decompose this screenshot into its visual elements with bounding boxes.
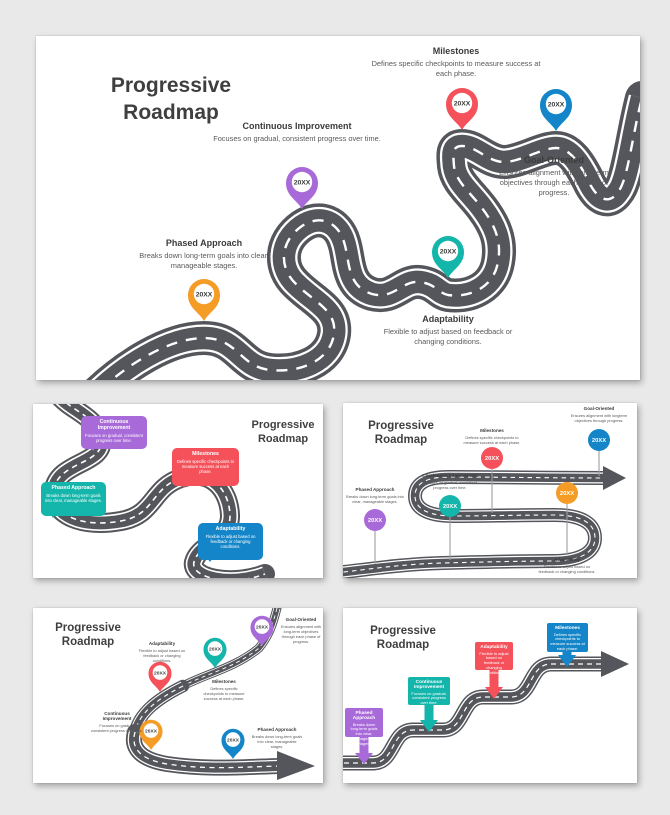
callout-heading: Adaptability — [215, 526, 246, 532]
marker-year-label: 20XX — [484, 456, 500, 462]
marker-stems — [375, 451, 599, 564]
continuous-improvement-heading: Continuous Improvement — [242, 121, 352, 131]
phased-approach-label — [119, 238, 289, 271]
callout-adaptability — [475, 642, 513, 675]
balloon-marker-milestones — [481, 447, 503, 469]
balloon-marker-adaptability — [556, 482, 578, 504]
slide-title — [353, 624, 453, 653]
slide-title — [38, 621, 138, 650]
road-arrowhead — [277, 751, 315, 780]
slide-title-line1: Progressive — [368, 420, 434, 432]
phased-approach-label: Phased Approach Breaks down long-term goals into clear, manageable stages. — [251, 727, 303, 749]
road-arrowhead — [603, 466, 626, 490]
slide-thumbnail-3[interactable] — [343, 403, 637, 578]
callout-desc: Focuses on gradual, consistent progress over time. — [411, 690, 447, 706]
pin-year-label: 20XX — [256, 625, 268, 631]
goal-oriented-label: Goal-Oriented Ensures alignment with longterm objectives through progress. — [570, 406, 628, 423]
slide-title-line1: Progressive — [55, 622, 121, 634]
goal-oriented-label — [488, 155, 620, 197]
milestones-desc: Defines specific checkpoints to measure success at each phase. — [371, 59, 541, 78]
location-pin-continuous — [286, 167, 318, 209]
phased-approach-heading: Phased Approach — [165, 238, 243, 248]
marker-year-label: 20XX — [591, 438, 607, 444]
slide-thumbnail-5[interactable] — [343, 608, 637, 783]
slide-title — [243, 419, 323, 447]
callout-heading: Phased Approach — [51, 485, 96, 491]
continuous-improvement-desc: Focuses on gradual, consistent progress over time. — [213, 134, 381, 143]
phased-approach-desc: Breaks down long-term goals into clear, manageable stages. — [139, 251, 269, 270]
marker-year-label: 20XX — [367, 518, 383, 524]
callout-adaptability — [198, 523, 263, 560]
road-arrowhead — [601, 651, 629, 677]
callout-heading: Continuous Improvement — [413, 680, 445, 690]
pin-year-label: 20XX — [195, 291, 213, 299]
location-pin-goal — [250, 616, 273, 646]
slide-title — [66, 72, 276, 127]
slide-title-line1: Progressive — [370, 625, 436, 637]
goal-oriented-desc: Ensures alignment with long-term objectives through each phase of progress. — [499, 168, 609, 197]
slide-title-line2: Roadmap — [61, 636, 115, 649]
callout-desc: Focuses on gradual, consistent progress over time. — [85, 432, 143, 443]
callout-phased-approach — [345, 708, 383, 746]
location-pin-milestones — [446, 88, 478, 130]
location-pin-milestones — [203, 638, 226, 668]
callout-desc: Defines specific checkpoints to measure success at each phase. — [176, 458, 235, 474]
callout-heading: Continuous Improvement — [97, 419, 131, 431]
callout-desc: Flexible to adjust based on feedback or changing conditions. — [205, 533, 256, 549]
goal-oriented-label: Goal-Oriented Ensures alignment with long-term objectives through each phase of progress. — [280, 617, 322, 644]
callout-desc: Breaks down long-term goals into clear, manageable stages. — [45, 492, 102, 503]
location-pin-phased — [188, 279, 220, 321]
callout-milestones — [172, 448, 239, 486]
slide-title-line2: Roadmap — [374, 434, 428, 447]
goal-oriented-heading: Goal-Oriented — [523, 155, 584, 165]
marker-year-label: 20XX — [442, 504, 458, 510]
callout-desc: Defines specific checkpoints to measure success at each phase. — [550, 631, 585, 652]
callout-phased-approach — [41, 482, 106, 516]
continuous-improvement-label — [212, 121, 382, 144]
phased-approach-label: Phased Approach Breaks down long-term goals into clear, manageable stages. — [346, 487, 404, 504]
slide-title — [351, 419, 451, 448]
balloon-marker-phased — [364, 509, 386, 531]
callout-heading: Adaptability — [480, 645, 508, 650]
pin-year-label: 20XX — [439, 248, 457, 256]
pin-year-label: 20XX — [293, 179, 311, 187]
adaptability-label: Adaptability Flexible to adjust based on feedback or changing conditions. — [538, 557, 596, 574]
callout-continuous-improvement — [81, 416, 147, 449]
callout-desc: Breaks down long-term goals into clear, manageable stages. — [350, 721, 378, 746]
milestones-label — [371, 46, 541, 79]
pin-year-label: 20XX — [453, 100, 471, 108]
marker-year-label: 20XX — [559, 491, 575, 497]
balloon-marker-continuous — [439, 495, 461, 517]
milestones-heading: Milestones — [432, 46, 480, 56]
callout-heading: Phased Approach — [352, 711, 376, 721]
adaptability-label — [368, 314, 528, 347]
adaptability-heading: Adaptability — [422, 314, 474, 324]
location-pin-phased — [221, 729, 244, 759]
balloon-marker-goal — [588, 429, 610, 451]
location-pin-goal — [540, 89, 572, 131]
pin-year-label: 20XX — [145, 729, 157, 735]
callout-continuous-improvement — [408, 677, 450, 705]
milestones-label: Milestones Defines specific checkpoints to measure success at each phase. — [203, 679, 245, 701]
slide-title-line1: Progressive — [110, 74, 232, 97]
callout-heading: Milestones — [192, 451, 219, 457]
pin-year-label: 20XX — [547, 101, 565, 109]
callout-milestones — [547, 623, 588, 652]
callout-heading: Milestones — [555, 626, 580, 631]
slide-title-line2: Roadmap — [376, 639, 430, 652]
slide-title-line2: Roadmap — [123, 101, 219, 125]
callout-desc: Flexible to adjust based on feedback or changing conditions. — [479, 650, 509, 675]
pin-year-label: 20XX — [227, 738, 239, 744]
pin-year-label: 20XX — [154, 671, 166, 677]
pin-year-label: 20XX — [209, 647, 221, 653]
slide-thumbnail-2[interactable] — [33, 404, 323, 578]
slide-thumbnail-4[interactable] — [33, 608, 323, 783]
slide-title-line2: Roadmap — [257, 432, 309, 445]
slide-title-line1: Progressive — [251, 419, 315, 431]
main-slide-preview[interactable] — [36, 36, 640, 380]
milestones-label: Milestones Defines specific checkpoints to measure success at each phase. — [463, 428, 521, 445]
adaptability-desc: Flexible to adjust based on feedback or changing conditions. — [383, 327, 513, 346]
continuous-improvement-label: Continuous Improvement Focuses on gradual, consistent progress over time. — [91, 711, 143, 733]
adaptability-label: Adaptability Flexible to adjust based on feedback or changing conditions. — [138, 641, 186, 663]
continuous-improvement-label: Continuous Improvement Focuses on gradual, consistent progress over time. — [422, 473, 478, 490]
